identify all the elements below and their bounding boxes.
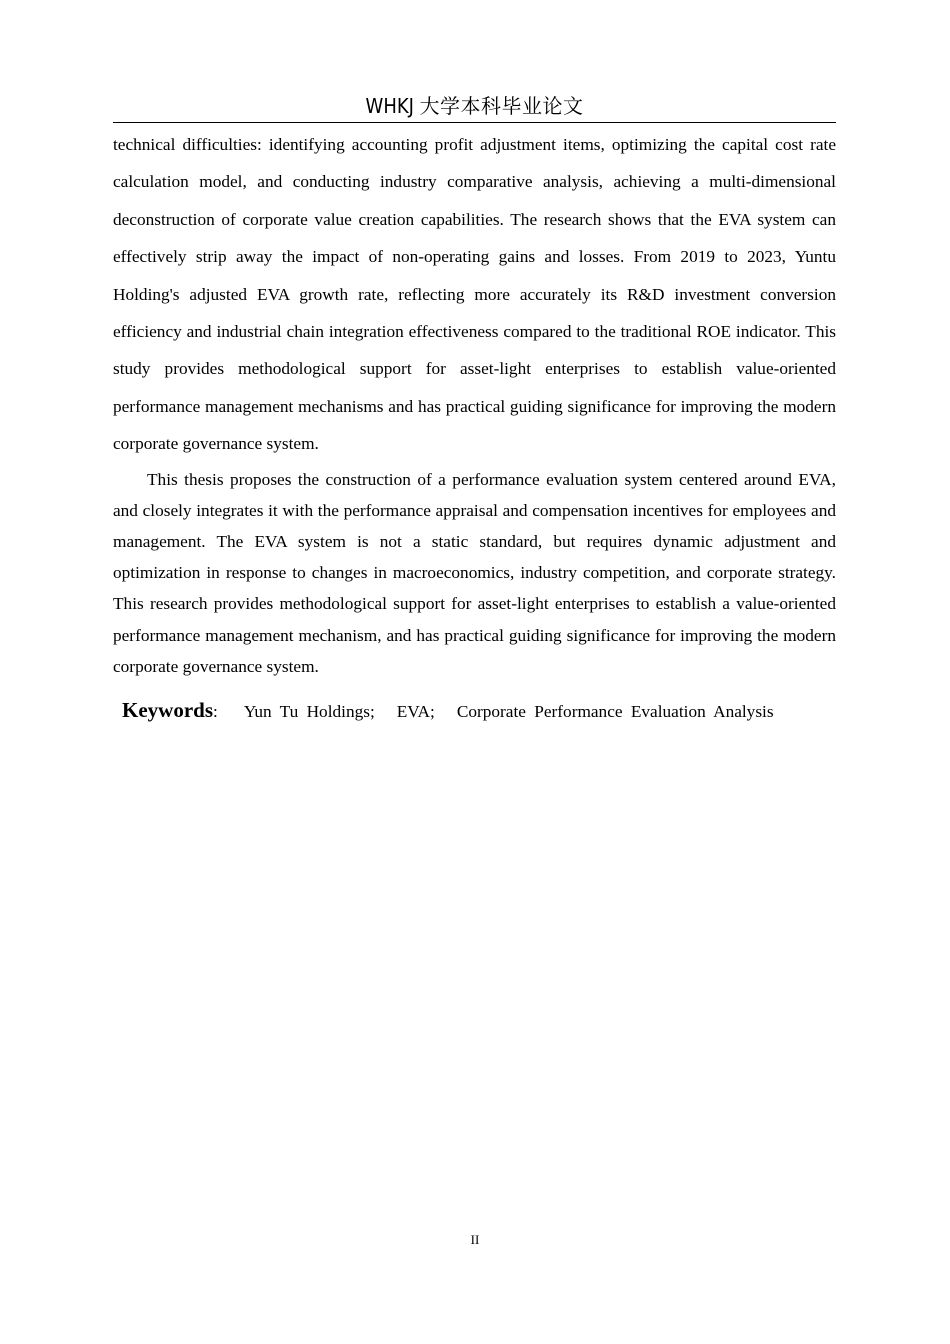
abstract-paragraph-2: This thesis proposes the construction of a performance evaluation system centered around EVA, and closely integrates it with the performance appraisal and compensation incentives for employees and management. The EVA system is not a static standard, but requires dynamic adjustment and optimization in response to changes in macroeconomics, industry competition, and corporate strategy. This research provides methodological support for asset-light enterprises to establish a value-oriented performance management mechanism, and has practical guiding significance for improving the modern corporate governance system. (113, 469, 836, 676)
keywords-colon: : (213, 702, 218, 721)
keywords-line (122, 694, 836, 728)
header-title-latin: WHKJ (365, 94, 414, 118)
page-header (113, 92, 836, 123)
keyword-item: EVA; (396, 702, 435, 721)
header-title-cjk: 大学本科毕业论文 (419, 96, 584, 118)
header-title (366, 92, 584, 121)
keyword-item: Yun Tu Holdings; (243, 702, 375, 721)
abstract-paragraph-1: technical difficulties: identifying accounting profit adjustment items, optimizing the capital cost rate calculation model, and conducting industry comparative analysis, achieving a multi-dimensional deconstruction of corporate value creation capabilities. The research shows that the EVA system can effectively strip away the impact of non-operating gains and losses. From 2019 to 2023, Yuntu Holding's adjusted EVA growth rate, reflecting more accurately its R&D investment conversion efficiency and industrial chain integration effectiveness compared to the traditional ROE indicator. This study provides methodological support for asset-light enterprises to establish value-oriented performance management mechanisms and has practical guiding significance for improving the modern corporate governance system. (113, 135, 836, 454)
abstract-body (113, 126, 836, 682)
keywords-label: Keywords (122, 698, 213, 722)
page-number: II (470, 1232, 480, 1247)
keyword-item: Corporate Performance Evaluation Analysis (456, 702, 774, 721)
